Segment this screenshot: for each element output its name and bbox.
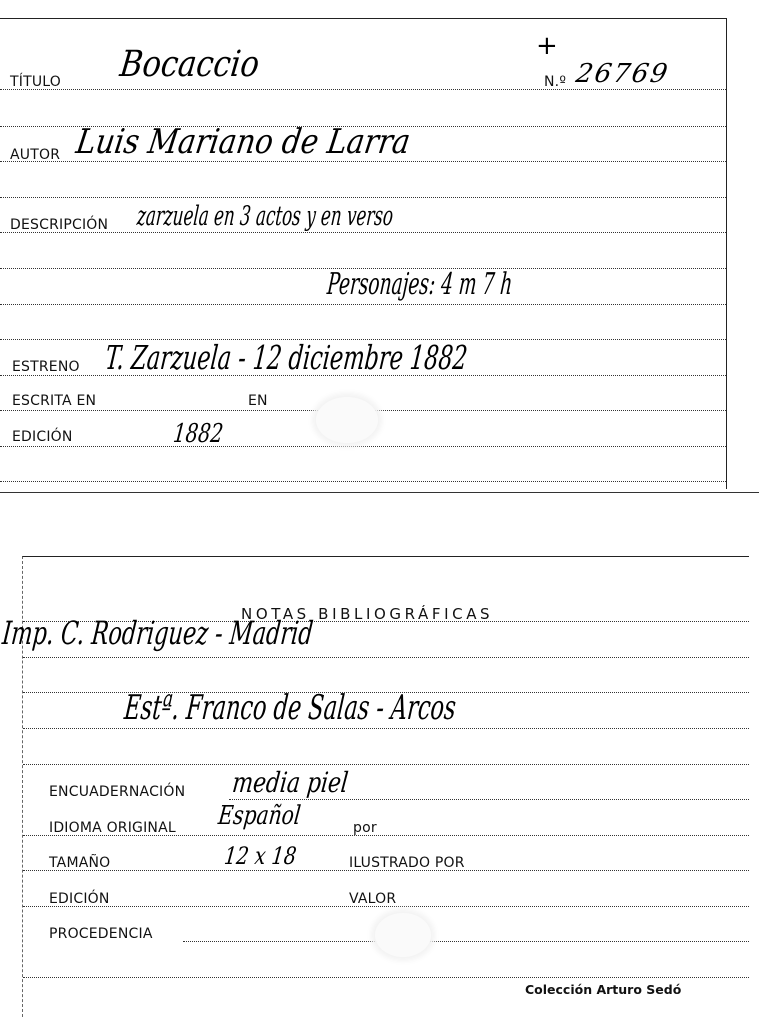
stain xyxy=(375,913,431,957)
ruled-line xyxy=(183,941,749,942)
numero-label: N.º xyxy=(544,74,567,90)
encuadernacion-label: ENCUADERNACIÓN xyxy=(49,784,186,800)
ruled-line xyxy=(0,481,726,482)
procedencia-label: PROCEDENCIA xyxy=(49,926,153,942)
idioma-label: IDIOMA ORIGINAL xyxy=(49,820,176,836)
notas-heading: NOTAS BIBLIOGRÁFICAS xyxy=(241,605,494,623)
numero-value: 26769 xyxy=(573,59,672,89)
tamano-label: TAMAÑO xyxy=(49,855,111,871)
ruled-line xyxy=(23,977,749,978)
titulo-label: TÍTULO xyxy=(10,74,61,90)
autor-value: Luis Mariano de Larra xyxy=(73,122,413,162)
tamano-value: 12 x 18 xyxy=(222,842,298,870)
ruled-line xyxy=(0,304,726,305)
ruled-line xyxy=(0,232,726,233)
edicion-label: EDICIÓN xyxy=(12,429,73,445)
card-separator xyxy=(0,492,759,493)
idioma-value: Español xyxy=(216,801,303,831)
edicion-value: 1882 xyxy=(171,419,225,449)
edicion-label: EDICIÓN xyxy=(49,891,110,907)
ruled-line xyxy=(23,657,749,658)
por-label: por xyxy=(353,820,377,836)
notes-line-1: Imp. C. Rodriguez - Madrid xyxy=(0,614,315,652)
ruled-line xyxy=(0,197,726,198)
valor-label: VALOR xyxy=(349,891,397,907)
descripcion-label: DESCRIPCIÓN xyxy=(10,217,109,233)
escrita-en-label: ESCRITA EN xyxy=(12,393,97,409)
autor-label: AUTOR xyxy=(10,147,61,163)
estreno-value: T. Zarzuela - 12 diciembre 1882 xyxy=(103,338,470,377)
descripcion-value: zarzuela en 3 actos y en verso xyxy=(135,201,395,232)
ruled-line xyxy=(229,799,749,800)
cross-mark: + xyxy=(536,31,558,61)
titulo-value: Bocaccio xyxy=(117,44,262,85)
catalog-card-bottom xyxy=(0,556,749,1017)
ruled-line xyxy=(23,728,749,729)
collection-credit: Colección Arturo Sedó xyxy=(525,982,682,997)
catalog-card-top xyxy=(0,18,727,489)
estreno-label: ESTRENO xyxy=(12,359,80,375)
stain xyxy=(316,397,378,443)
ruled-line xyxy=(0,89,726,90)
notes-line-2: Estª. Franco de Salas - Arcos xyxy=(122,688,458,728)
encuadernacion-value: media piel xyxy=(230,766,350,799)
en-label: EN xyxy=(248,393,268,409)
ruled-line xyxy=(23,764,749,765)
ilustrado-label: ILUSTRADO POR xyxy=(349,855,465,871)
personajes-value: Personajes: 4 m 7 h xyxy=(325,267,514,302)
ruled-line xyxy=(0,446,726,447)
